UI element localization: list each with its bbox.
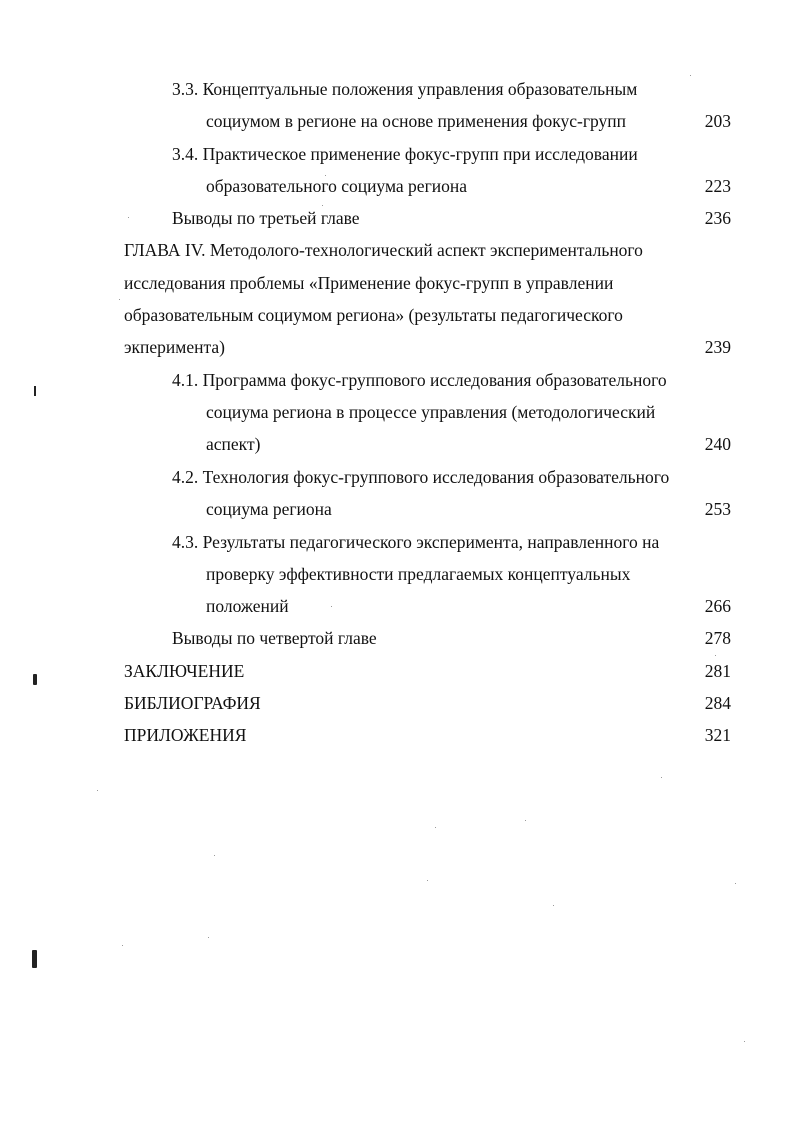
- toc-chapter-4-page: 239: [704, 337, 731, 357]
- scan-speck: [331, 606, 332, 607]
- scan-mark: [32, 950, 37, 968]
- toc-conclusions-4-page: 278: [704, 628, 731, 648]
- toc-4-1-page: 240: [704, 434, 731, 454]
- toc-bibliography-page: 284: [704, 693, 731, 713]
- toc-4-2-line-1: 4.2. Технология фокус-группового исследования образовательного: [172, 467, 670, 487]
- scan-speck: [97, 790, 98, 791]
- scan-speck: [525, 820, 526, 821]
- toc-4-1-line-3: аспект): [206, 434, 261, 454]
- toc-3-3-line-2: социумом в регионе на основе применения фокус-групп: [206, 111, 627, 131]
- toc-4-3-line-2: проверку эффективности предлагаемых концептуальных: [206, 564, 631, 584]
- toc-chapter-4-line-4: экперимента): [124, 337, 225, 357]
- toc-conclusions-4: Выводы по четвертой главе: [172, 628, 377, 648]
- toc-4-2-page: 253: [704, 499, 731, 519]
- toc-4-1-line-2: социума региона в процессе управления (методологический: [206, 402, 656, 422]
- scan-speck: [122, 945, 123, 946]
- scan-speck: [325, 175, 326, 176]
- toc-chapter-4-line-3: образовательным социумом региона» (результаты педагогического: [124, 305, 623, 325]
- scan-speck: [128, 217, 129, 218]
- scan-mark: [34, 386, 36, 396]
- toc-conclusions-3: Выводы по третьей главе: [172, 208, 360, 228]
- toc-3-4-line-1: 3.4. Практическое применение фокус-групп при исследовании: [172, 144, 638, 164]
- toc-chapter-4-line-2: исследования проблемы «Применение фокус-групп в управлении: [124, 273, 614, 293]
- scan-speck: [119, 299, 120, 300]
- scan-speck: [661, 777, 662, 778]
- toc-4-3-page: 266: [704, 596, 731, 616]
- scan-speck: [690, 75, 691, 76]
- scan-speck: [715, 655, 716, 656]
- scan-speck: [435, 827, 436, 828]
- scan-speck: [427, 880, 428, 881]
- scan-mark: [33, 674, 37, 685]
- toc-conclusions-3-page: 236: [704, 208, 731, 228]
- scan-speck: [744, 1041, 745, 1042]
- toc-appendices-page: 321: [704, 725, 731, 745]
- scan-speck: [208, 937, 209, 938]
- toc-4-3-line-3: положений: [206, 596, 289, 616]
- toc-appendices: ПРИЛОЖЕНИЯ: [124, 725, 247, 745]
- toc-chapter-4-line-1: ГЛАВА IV. Методолого-технологический аспект экспериментального: [124, 240, 643, 260]
- toc-conclusion: ЗАКЛЮЧЕНИЕ: [124, 661, 245, 681]
- scan-speck: [735, 883, 736, 884]
- toc-4-1-line-1: 4.1. Программа фокус-группового исследования образовательного: [172, 370, 667, 390]
- toc-3-4-line-2: образовательного социума региона: [206, 176, 467, 196]
- toc-3-3-page: 203: [704, 111, 731, 131]
- toc-3-3-line-1: 3.3. Концептуальные положения управления образовательным: [172, 79, 638, 99]
- toc-4-3-line-1: 4.3. Результаты педагогического эксперимента, направленного на: [172, 532, 660, 552]
- scan-speck: [553, 905, 554, 906]
- scan-speck: [322, 205, 323, 206]
- toc-4-2-line-2: социума региона: [206, 499, 332, 519]
- toc-3-4-page: 223: [704, 176, 731, 196]
- toc-bibliography: БИБЛИОГРАФИЯ: [124, 693, 261, 713]
- toc-conclusion-page: 281: [704, 661, 731, 681]
- scan-speck: [214, 855, 215, 856]
